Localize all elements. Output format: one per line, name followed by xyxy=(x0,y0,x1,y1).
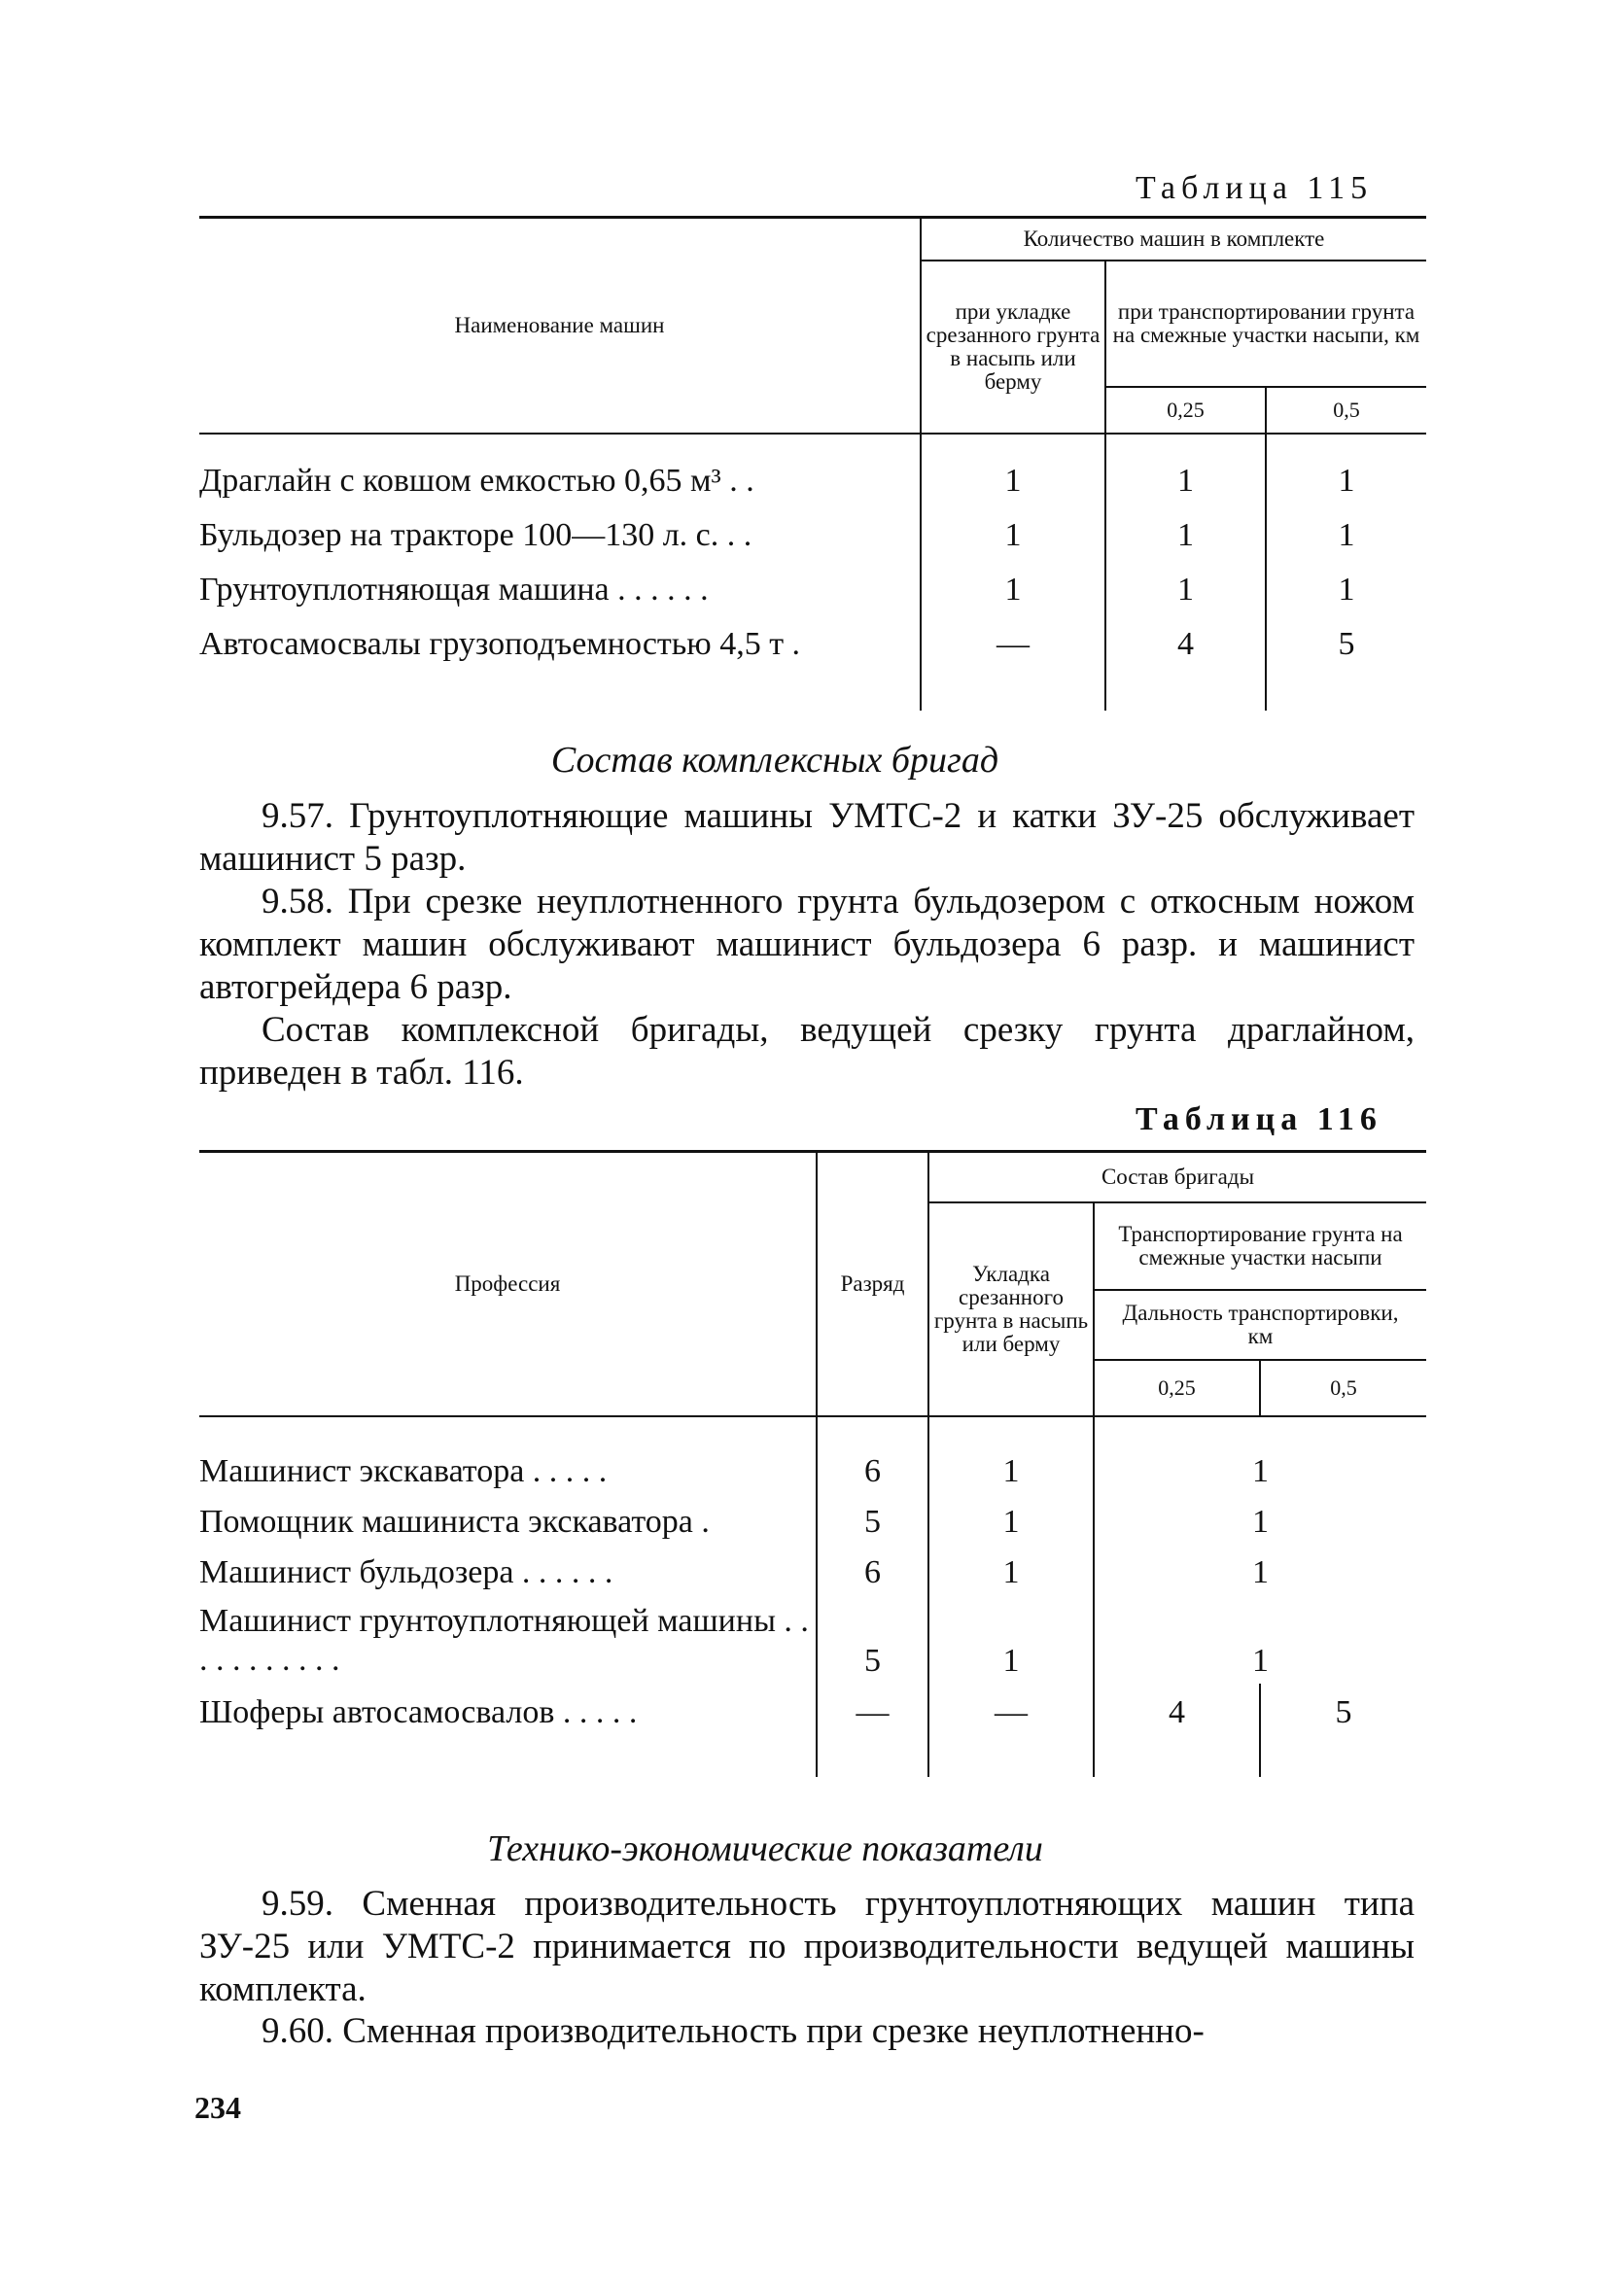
row-rank: 6 xyxy=(817,1446,928,1497)
row-a: 1 xyxy=(921,563,1105,617)
col-header-sub1: Укладка срезанного грунта в насыпь или берму xyxy=(928,1202,1094,1416)
table-115-caption: Таблица 115 xyxy=(1136,170,1374,206)
table-row xyxy=(199,1497,1426,1548)
table-row xyxy=(199,1446,1426,1497)
row-a: 1 xyxy=(921,454,1105,508)
row-b: 1 xyxy=(1252,1643,1269,1679)
paragraph-text: 9.59. Сменная производительность грунтоуплотняющих машин типа ЗУ-25 или УМТС-2 принимается по производительности ведущей машины комплекта. xyxy=(199,1884,1415,2009)
table-row xyxy=(199,508,1426,563)
col-header-dist2: 0,5 xyxy=(1266,387,1426,434)
paragraph-text: Состав комплексной бригады, ведущей срезку грунта драглайном, приведен в табл. 116. xyxy=(199,1010,1415,1093)
row-name: Автосамосвалы грузоподъемностью 4,5 т . xyxy=(199,617,921,672)
section-title-brigades: Состав комплексных бригад xyxy=(550,740,999,781)
row-c: 1 xyxy=(1338,463,1355,499)
table-115 xyxy=(199,216,1426,711)
table-116 xyxy=(199,1150,1426,1777)
row-b1: 4 xyxy=(1094,1684,1260,1742)
table-row xyxy=(199,1548,1426,1598)
col-header-group: Состав бригады xyxy=(928,1152,1426,1203)
paragraph-9-59 xyxy=(199,1883,1415,2011)
col-header-sub2: при транспортировании грунта на смежные участки насыпи, км xyxy=(1105,261,1426,387)
row-a: 1 xyxy=(921,508,1105,563)
col-header-dist2: 0,5 xyxy=(1260,1360,1426,1416)
col-header-dist1: 0,25 xyxy=(1105,387,1266,434)
row-a: 1 xyxy=(928,1598,1094,1684)
row-rank: 5 xyxy=(817,1497,928,1548)
paragraph-9-58-b xyxy=(199,1009,1415,1095)
row-b: 1 xyxy=(1105,563,1266,617)
row-rank: — xyxy=(817,1684,928,1742)
row-b: 1 xyxy=(1252,1504,1269,1540)
row-name: Машинист экскаватора . . . . . xyxy=(199,1446,817,1497)
col-header-profession: Профессия xyxy=(199,1152,817,1417)
row-a: 1 xyxy=(928,1548,1094,1598)
page-number: 234 xyxy=(194,2090,241,2125)
row-b: 1 xyxy=(1105,508,1266,563)
paragraph-9-60 xyxy=(199,2010,1415,2053)
row-name: Грунтоуплотняющая машина . . . . . . xyxy=(199,563,921,617)
paragraph-9-58 xyxy=(199,881,1415,1009)
row-c: 1 xyxy=(1338,517,1355,553)
row-rank: 5 xyxy=(817,1598,928,1684)
row-name: Шоферы автосамосвалов . . . . . xyxy=(199,1684,817,1742)
table-row xyxy=(199,454,1426,508)
row-b: 1 xyxy=(1252,1554,1269,1590)
row-c: 5 xyxy=(1338,626,1355,662)
row-a: — xyxy=(928,1684,1094,1742)
col-header-rank: Разряд xyxy=(817,1152,928,1417)
row-rank: 6 xyxy=(817,1548,928,1598)
col-header-group: Количество машин в комплекте xyxy=(921,218,1426,261)
row-a: 1 xyxy=(928,1497,1094,1548)
row-name: Драглайн с ковшом емкостью 0,65 м³ . . xyxy=(199,454,921,508)
col-header-sub2b: Дальность транспортировки, км xyxy=(1094,1290,1426,1360)
paragraph-text: 9.57. Грунтоуплотняющие машины УМТС-2 и катки ЗУ-25 обслуживает машинист 5 разр. xyxy=(199,796,1415,879)
row-name: Машинист бульдозера . . . . . . xyxy=(199,1548,817,1598)
row-name: Машинист грунтоуплотняющей машины . . . . . . . . . . . xyxy=(199,1598,817,1684)
row-a: 1 xyxy=(928,1446,1094,1497)
col-header-sub1: при укладке срезанного грунта в насыпь или берму xyxy=(921,261,1105,434)
col-header-name: Наименование машин xyxy=(199,218,921,435)
section-title-indicators: Технико-экономические показатели xyxy=(487,1828,1043,1869)
table-row xyxy=(199,1598,1426,1684)
paragraph-text: 9.60. Сменная производительность при срезке неуплотненно- xyxy=(262,2011,1205,2051)
row-a: — xyxy=(921,617,1105,672)
row-name: Бульдозер на тракторе 100—130 л. с. . . xyxy=(199,508,921,563)
row-c: 1 xyxy=(1338,572,1355,608)
table-116-caption: Таблица 116 xyxy=(1136,1101,1382,1137)
row-b: 4 xyxy=(1105,617,1266,672)
row-b2: 5 xyxy=(1335,1694,1352,1730)
row-name: Помощник машиниста экскаватора . xyxy=(199,1497,817,1548)
col-header-dist1: 0,25 xyxy=(1094,1360,1260,1416)
row-b: 1 xyxy=(1252,1453,1269,1489)
table-row xyxy=(199,1684,1426,1742)
paragraph-9-57 xyxy=(199,795,1415,881)
table-row xyxy=(199,563,1426,617)
table-row xyxy=(199,617,1426,672)
col-header-sub2: Транспортирование грунта на смежные участки насыпи xyxy=(1094,1202,1426,1290)
row-b: 1 xyxy=(1105,454,1266,508)
paragraph-text: 9.58. При срезке неуплотненного грунта бульдозером с откосным ножом комплект машин обслуживают машинист бульдозера 6 разр. и машинист автогрейдера 6 разр. xyxy=(199,882,1415,1007)
